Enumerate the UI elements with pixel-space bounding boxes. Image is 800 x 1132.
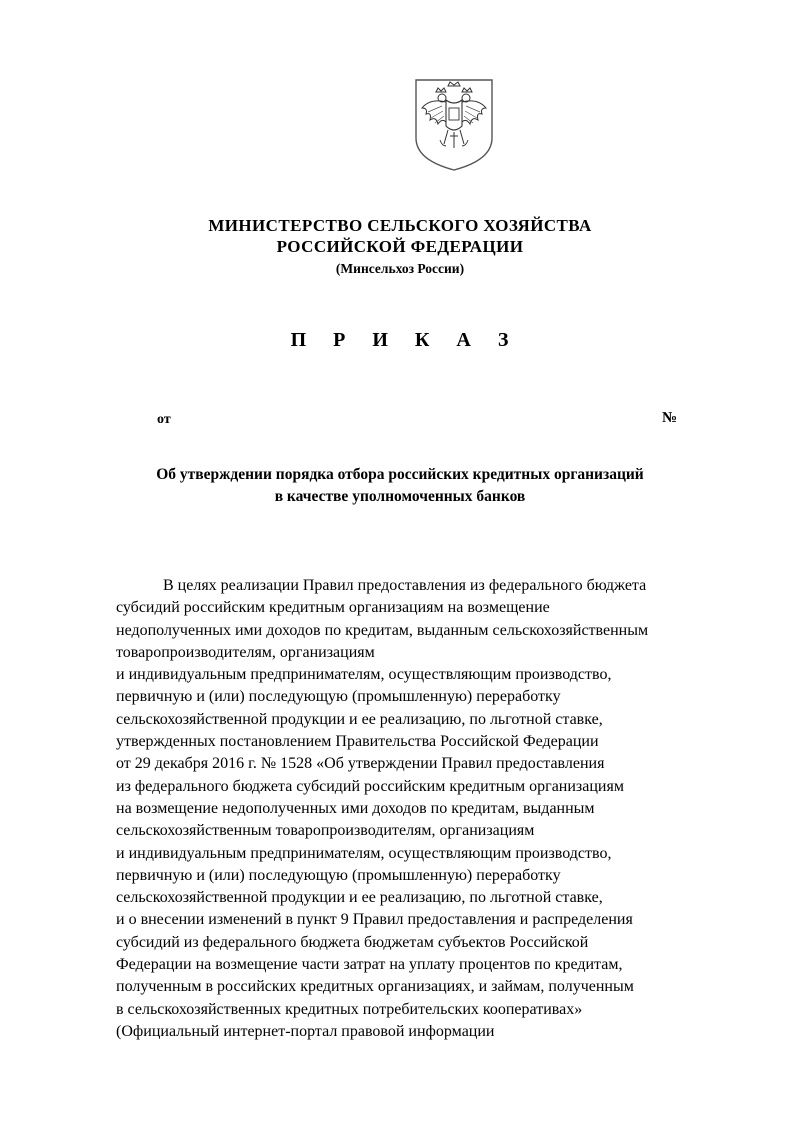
body-line: товаропроизводителям, организациям [116,643,375,661]
body-line: полученным в российских кредитных организациях, и займам, полученным [116,978,634,996]
body-line: В целях реализации Правил предоставления из федерального бюджета [163,577,647,594]
number-label: № [662,410,678,426]
body-line: Федерации на возмещение части затрат на уплату процентов по кредитам, [116,956,623,974]
body-line: (Официальный интернет-портал правовой информации [116,1022,495,1040]
body-line: субсидий из федерального бюджета бюджетам субъектов Российской [116,933,589,951]
body-line: сельскохозяйственной продукции и ее реализацию, по льготной ставке, [116,889,603,907]
body-line: и о внесении изменений в пункт 9 Правил предоставления и распределения [116,911,633,929]
body-line: субсидий российским кредитным организациям на возмещение [116,599,550,617]
coat-of-arms-russia-icon [412,76,496,172]
document-title-line1: Об утверждении порядка отбора российских кредитных организаций [156,466,644,483]
body-line: недополученных ими доходов по кредитам, выданным сельскохозяйственным [116,621,649,639]
body-line: и индивидуальным предпринимателям, осуществляющим производство, [116,844,612,862]
ministry-name-line2: РОССИЙСКОЙ ФЕДЕРАЦИИ [276,237,524,256]
body-line: первичную и (или) последующую (промышленную) переработку [116,866,561,884]
date-label: от [157,412,171,427]
body-line: на возмещение недополученных ими доходов по кредитам, выданным [116,799,595,817]
ministry-short-name: (Минсельхоз России) [335,261,465,276]
ministry-name-line1: МИНИСТЕРСТВО СЕЛЬСКОГО ХОЗЯЙСТВА [208,216,592,235]
body-line: от 29 декабря 2016 г. № 1528 «Об утверждении Правил предоставления [116,755,605,773]
body-line: сельскохозяйственной продукции и ее реализацию, по льготной ставке, [116,710,603,728]
body-line: и индивидуальным предпринимателям, осуществляющим производство, [116,666,612,684]
document-title-line2: в качестве уполномоченных банков [274,488,526,505]
body-line: сельскохозяйственным товаропроизводителям, организациям [116,822,535,840]
body-line: из федерального бюджета субсидий российским кредитным организациям [116,777,624,795]
document-body [116,575,756,1043]
body-line: утвержденных постановлением Правительства Российской Федерации [116,733,599,751]
body-line: первичную и (или) последующую (промышленную) переработку [116,688,561,706]
document-type-heading: П Р И К А З [290,329,520,351]
body-line: в сельскохозяйственных кредитных потребительских кооперативах» [116,1000,583,1018]
